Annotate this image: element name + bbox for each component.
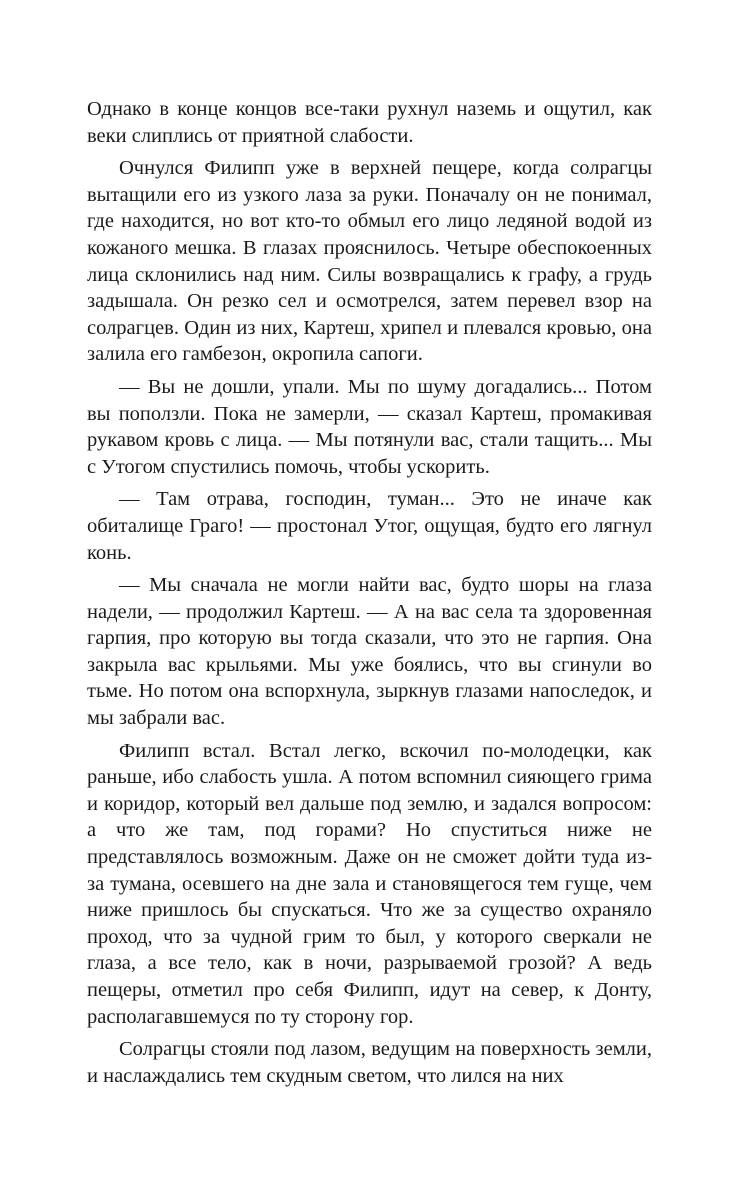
- paragraph: Очнулся Филипп уже в верхней пещере, когда солрагцы вытащили его из узкого лаза за руки. Поначалу он не понимал, где находится, но вот кто-то обмыл его лицо ледяной водой из кожаного мешка. В глазах прояснилось. Четыре обеспокоенных лица склонились над ним. Силы возвращались к графу, а грудь задышала. Он резко сел и осмотрелся, затем перевел взор на солрагцев. Один из них, Картеш, хрипел и плевался кровью, она залила его гамбезон, окропила сапоги.: [87, 157, 652, 366]
- paragraph: — Там отрава, господин, туман... Это не иначе как обиталище Граго! — простонал Утог, ощущая, будто его лягнул конь.: [87, 488, 652, 564]
- page-body: [87, 96, 652, 1095]
- paragraph: Филипп встал. Встал легко, вскочил по-молодецки, как раньше, ибо слабость ушла. А потом вспомнил сияющего грима и коридор, который вел дальше под землю, и задался вопросом: а что же там, под горами? Но спуститься ниже не представлялось возможным. Даже он не сможет дойти туда из-за тумана, осевшего на дне зала и становящегося тем гуще, чем ниже пришлось бы спускаться. Что же за существо охраняло проход, что за чудной грим то был, у которого сверкали не глаза, а все тело, как в ночи, разрываемой грозой? А ведь пещеры, отметил про себя Филипп, идут на север, к Донту, располагавшемуся по ту сторону гор.: [87, 739, 652, 1028]
- paragraph: — Мы сначала не могли найти вас, будто шоры на глаза надели, — продолжил Картеш. — А на вас села та здоровенная гарпия, про которую вы тогда сказали, что это не гарпия. Она закрыла вас крыльями. Мы уже боялись, что вы сгинули во тьме. Но потом она вспорхнула, зыркнув глазами напоследок, и мы забрали вас.: [87, 574, 652, 730]
- paragraph: — Вы не дошли, упали. Мы по шуму догадались... Потом вы поползли. Пока не замерли, — сказал Картеш, промакивая рукавом кровь с лица. — Мы потянули вас, стали тащить... Мы с Утогом спустились помочь, чтобы ускорить.: [87, 375, 652, 478]
- paragraph: Солрагцы стояли под лазом, ведущим на поверхность земли, и наслаждались тем скудным светом, что лился на них: [87, 1038, 652, 1087]
- paragraph: Однако в конце концов все-таки рухнул наземь и ощутил, как веки слиплись от приятной слабости.: [87, 98, 652, 147]
